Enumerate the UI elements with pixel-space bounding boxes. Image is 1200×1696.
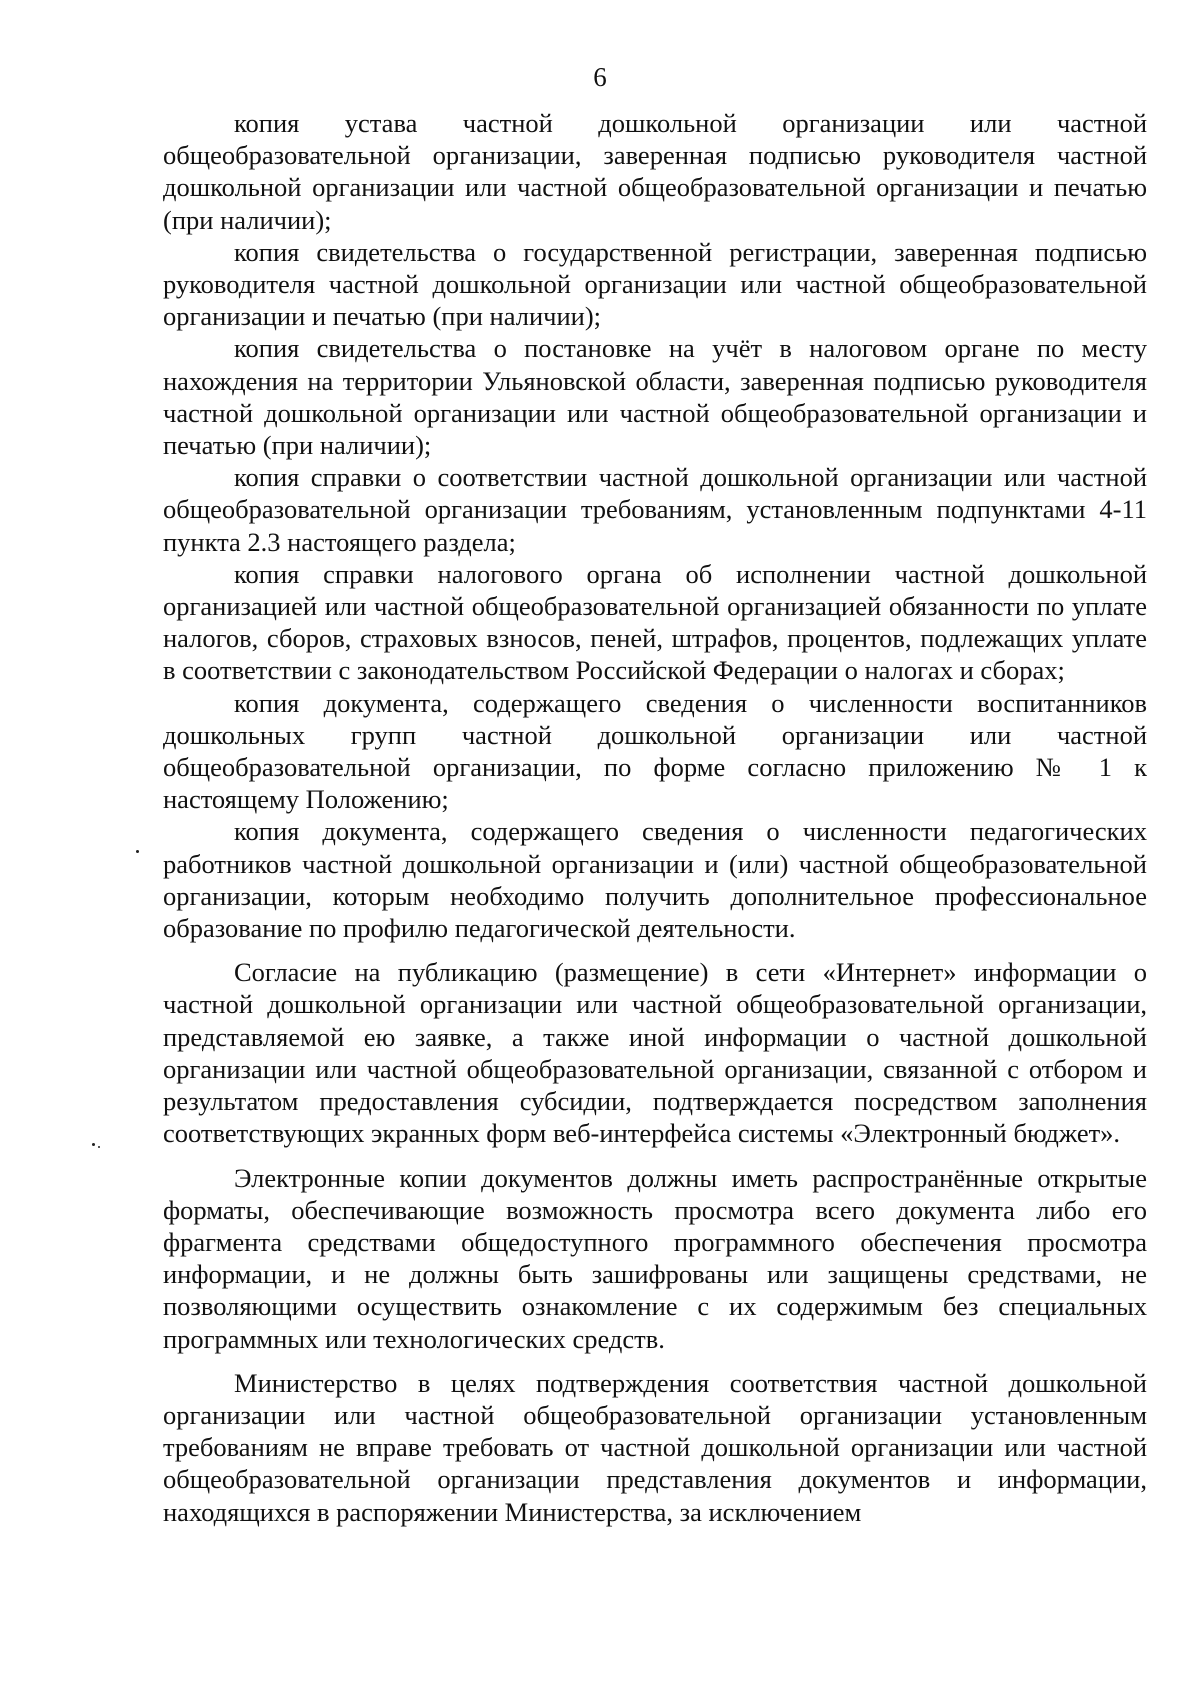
page-number: 6: [593, 62, 607, 92]
paragraph-teachers-count-document: копия документа, содержащего сведения о численности педагогических работников частной дошкольной организации и (или) частной общеобразовательной организации, которым необходимо получить дополнительное профессиональное образование по профилю педагогической деятельности.: [163, 816, 1147, 944]
paragraph-tax-registration-certificate: копия свидетельства о постановке на учёт в налоговом органе по месту нахождения на территории Ульяновской области, заверенная подписью руководителя частной дошкольной организации или частной общеобразовательной организации и печатью (при наличии);: [163, 333, 1147, 461]
paragraph-electronic-copies: Электронные копии документов должны иметь распространённые открытые форматы, обеспечивающие возможность просмотра всего документа либо его фрагмента средствами общедоступного программного обеспечения просмотра информации, и не должны быть зашифрованы или защищены средствами, не позволяющими осуществить ознакомление с их содержимым без специальных программных или технологических средств.: [163, 1162, 1147, 1354]
scan-speck: [136, 850, 139, 853]
paragraph-registration-certificate: копия свидетельства о государственной регистрации, заверенная подписью руководителя частной дошкольной организации или частной общеобразовательной организации и печатью (при наличии);: [163, 236, 1147, 332]
paragraph-pupils-count-document: копия документа, содержащего сведения о численности воспитанников дошкольных групп частной дошкольной организации или частной общеобразовательной организации, по форме согласно приложению № 1 к настоящему Положению;: [163, 687, 1147, 815]
scan-speck: [92, 1143, 95, 1146]
scan-speck: [98, 1146, 100, 1148]
document-body: [163, 107, 1147, 1528]
paragraph-charter-copy: копия устава частной дошкольной организации или частной общеобразовательной организации, заверенная подписью руководителя частной дошкольной организации или частной общеобразовательной организации и печатью (при наличии);: [163, 108, 1147, 235]
paragraph-publication-consent: Согласие на публикацию (размещение) в сети «Интернет» информации о частной дошкольной организации или частной общеобразовательной организации, представляемой ею заявке, а также иной информации о частной дошкольной организации или частной общеобразовательной организации, связанной с отбором и результатом предоставления субсидии, подтверждается посредством заполнения соответствующих экранных форм веб-интерфейса системы «Электронный бюджет».: [163, 957, 1147, 1149]
paragraph-compliance-certificate: копия справки о соответствии частной дошкольной организации или частной общеобразовательной организации требованиям, установленным подпунктами 4-11 пункта 2.3 настоящего раздела;: [163, 462, 1147, 557]
paragraph-tax-obligation-certificate: копия справки налогового органа об исполнении частной дошкольной организацией или частной общеобразовательной организацией обязанности по уплате налогов, сборов, страховых взносов, пеней, штрафов, процентов, подлежащих уплате в соответствии с законодательством Российской Федерации о налогах и сборах;: [163, 558, 1147, 686]
paragraph-ministry-requirements: Министерство в целях подтверждения соответствия частной дошкольной организации или частной общеобразовательной организации установленным требованиям не вправе требовать от частной дошкольной организации или частной общеобразовательной организации представления документов и информации, находящихся в распоряжении Министерства, за исключением: [163, 1367, 1147, 1527]
